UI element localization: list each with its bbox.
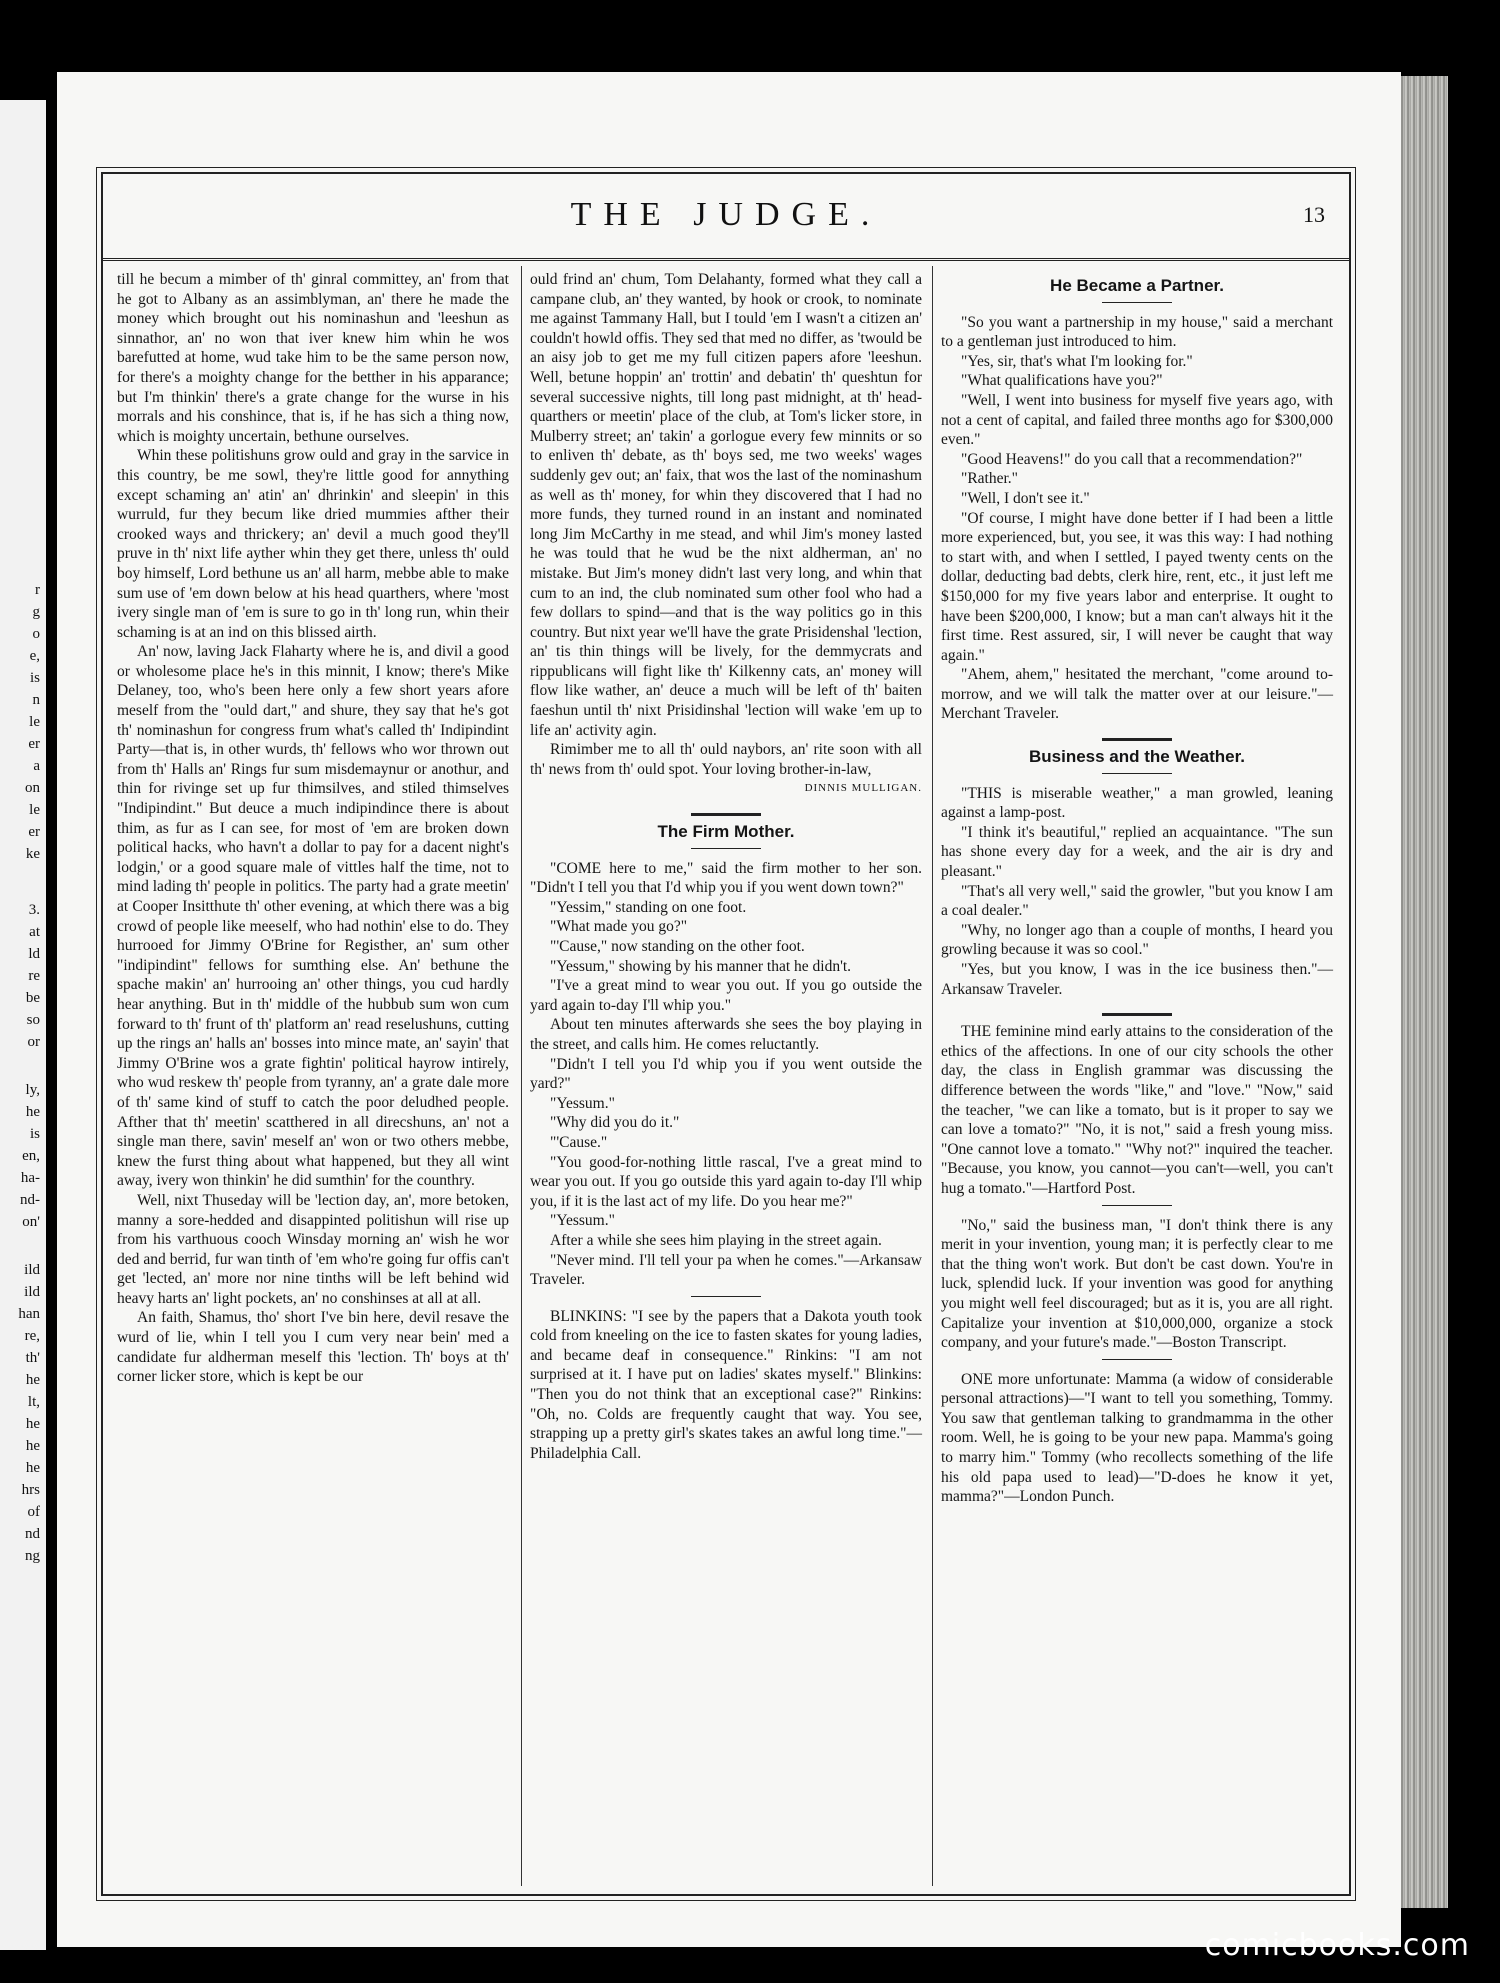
column-divider <box>521 266 522 1886</box>
left-page-fragment: be <box>25 990 40 1006</box>
left-page-fragment: g <box>32 604 40 620</box>
column-1 <box>117 270 509 1387</box>
left-page-fragment: a <box>33 758 40 774</box>
left-page-fragment: lt, <box>27 1394 40 1410</box>
left-page-fragment: n <box>32 692 40 708</box>
article-para: "'Cause," now standing on the other foot. <box>550 938 805 955</box>
page-edge-stack <box>1398 76 1448 1908</box>
left-page-fragment: er <box>28 736 40 752</box>
article-para: "Yessum." <box>550 1094 615 1112</box>
article-para: "So you want a partnership in my house," said a merchant to a gentleman just introduced to him. <box>941 313 1333 351</box>
left-page-fragment: he <box>25 1104 40 1120</box>
column-3 <box>941 270 1333 1507</box>
masthead-rule <box>103 258 1349 261</box>
left-page-fragment: nd- <box>20 1192 40 1208</box>
article-para: "Yes, but you know, I was in the ice business then."—Arkansaw Traveler. <box>941 961 1333 998</box>
left-page-fragment: le <box>29 802 40 818</box>
section-rule <box>691 813 761 816</box>
article-para: "Yessim," standing on one foot. <box>550 898 747 916</box>
left-page-fragment: is <box>29 1126 40 1142</box>
col1-para: till he becum a mimber of th' ginral committey, an' from that he got to Albany as an assimblyman, an' there he made the money which brought out his nominashun and 'leeshun as sinnathor, an' no won that iver knew him whin he wos barefutted at home, wud take him to be the same person now, for there's a moighty change for the betther in his apparance; but I'm thinkin' there's a grate change for the wurse in his morrals and his conshince, that is, if he has sich a thing now, which is moighty uncertain, bethune ourselves. <box>117 271 509 445</box>
column-divider <box>932 266 933 1886</box>
article-para: "Good Heavens!" do you call that a recommendation?" <box>961 450 1303 468</box>
article-para: After a while she sees him playing in the street again. <box>550 1231 882 1249</box>
left-page-fragment: is <box>29 670 40 686</box>
article-para: "I think it's beautiful," replied an acquaintance. "The sun has shone every day for a week, and the air is dry and pleasant." <box>941 823 1333 881</box>
article-para: "Yessum." <box>550 1212 615 1230</box>
left-page-fragment: ld <box>28 946 40 962</box>
left-page-fragment: on <box>25 780 40 796</box>
left-page-fragment: ly, <box>25 1082 40 1098</box>
article-title-weather: Business and the Weather. <box>1028 747 1246 767</box>
left-page-fragment: so <box>26 1012 40 1028</box>
article-para: "Of course, I might have done better if I had been a little more experienced, but, you see, it was this way: I had nothing to start with, and when I settled, I payed twenty cents on the dollar, deducting bad debts, clerk hire, rent, etc., it just left me $150,000 for my five years labor and enterprise. It ought to have been $200,000, I know; but a man can't always hit it the first time. Rest assured, sir, I will never be caught that way again." <box>941 509 1333 664</box>
section-rule <box>1102 1205 1172 1206</box>
col2-para: ould frind an' chum, Tom Delahanty, formed what they call a campane club, an' they wanted, by hook or crook, to nominate me against Tammany Hall, but I tould 'em I wasn't a citizen an' couldn't howld offis. They sed that med no differ, as 'twould be an aisy job to get me my full citizen papers afore 'leeshun. Well, betune hoppin' an' trottin' and debatin' th' queshtun for several successive nights, till long past midnight, at th' head-quarthers or meetin' place of the club, at Tom's licker store, in Mulberry street; an' takin' a gorlogue every few minnits or so to enliven th' debate, as th' boys sed, me two weeks' wages suddenly gev out; an' faix, that wos the last of the nominashum as well as th' money, for whin they discovered that I had no more funds, they turned round in an instant and nominated long Jim McCarthy in me stead, and whil Jim's money lasted he was tould that he wud be the nixt aldherman, an' no mistake. But Jim's money didn't last very long, and whin that cum to an ind, the club nominated sum other fool who had a few dollars to spind—and that is the way politics go in this country. But nixt year we'll have the grate Prisidenshal 'lection, an' tis thin things will be lively, for the demmycrats and rippublicans will fight like th' Kilkenny cats, an' money will flow like wather, an' deuce a much will be left of th' baiten faeshun until th' nixt Prisidinshal 'lection will wake 'em up to life an' activity agin. <box>530 271 922 739</box>
article-para: "Why did you do it." <box>550 1114 680 1132</box>
left-page-fragment: hrs <box>21 1482 40 1498</box>
article-title-firm-mother: The Firm Mother. <box>657 822 795 842</box>
article-title-partner: He Became a Partner. <box>1050 276 1224 295</box>
left-facing-page <box>0 100 46 1950</box>
article-para: "Well, I don't see it." <box>961 489 1090 507</box>
article-para: "Rather." <box>961 470 1018 488</box>
section-rule <box>1102 738 1172 741</box>
article-para: About ten minutes afterwards she sees the boy playing in the street, and calls him. He comes reluctantly. <box>530 1016 922 1053</box>
title-rule <box>691 848 761 849</box>
magazine-page <box>57 72 1401 1947</box>
article-para: "Why, no longer ago than a couple of months, I heard you growling because it was so cool." <box>941 921 1333 959</box>
left-page-text-fragments <box>0 160 46 1920</box>
left-page-fragment: re <box>28 968 40 984</box>
article-para: "What qualifications have you?" <box>961 372 1163 390</box>
article-para: "You good-for-nothing little rascal, I've a great mind to wear you out. If you go outside this yard again to-day I'll whip you, if it is the last act of my life. Do you hear me?" <box>530 1153 922 1210</box>
left-page-fragment: on' <box>22 1214 40 1230</box>
left-page-fragment: of <box>27 1504 40 1520</box>
left-page-fragment: re, <box>24 1328 40 1344</box>
article-para: "Ahem, ahem," hesitated the merchant, "come around to-morrow, and we will talk the matter over at our leisure."—Merchant Traveler. <box>941 666 1333 723</box>
left-page-fragment: er <box>28 824 40 840</box>
masthead-title: THE JUDGE. <box>570 196 882 233</box>
left-page-fragment: he <box>25 1372 40 1388</box>
left-page-fragment: he <box>25 1438 40 1454</box>
title-rule <box>1102 302 1172 303</box>
feminine-para: THE feminine mind early attains to the consideration of the ethics of the affections. In one of our city schools the other day, the class in English grammar was discussing the difference between the words "like," and "love." "Now," said the teacher, "we can like a tomato, but is it proper to say we can love a tomato?" "No, it is not," said a fresh young miss. "One cannot love a tomato." "Why not?" inquired the teacher. "Because, you know, you cannot—you can't—well, you can't hug a tomato."—Hartford Post. <box>941 1023 1333 1197</box>
article-para: "Yessum," showing by his manner that he didn't. <box>550 957 852 975</box>
left-page-fragment: ild <box>24 1262 40 1278</box>
signature: DINNIS MULLIGAN. <box>804 782 922 795</box>
article-para: "What made you go?" <box>550 918 688 936</box>
col2-para: Rimimber me to all th' ould naybors, an' rite soon with all th' news from th' ould spot. Your loving brother-in-law, <box>530 741 922 778</box>
left-page-fragment: he <box>25 1416 40 1432</box>
left-page-fragment: ha- <box>20 1170 40 1186</box>
left-page-fragment: at <box>29 924 40 940</box>
left-page-fragment: ild <box>24 1284 40 1300</box>
article-para: "THIS is miserable weather," a man growled, leaning against a lamp-post. <box>941 784 1333 822</box>
page-frame <box>101 172 1351 1896</box>
blinkins-para: BLINKINS: "I see by the papers that a Dakota youth took cold from kneeling on the ice to fasten skates for young ladies, and became deaf in consequence." Rinkins: "I am not surprised at it. I have put on ladies' skates myself." Blinkins: "Then you do not think that an exceptional case?" Rinkins: "Oh, no. Colds are frequently caught that way. You see, strapping up a pretty girl's skates takes an awful long time."—Philadelphia Call. <box>530 1307 922 1462</box>
watermark-text: comicbooks.com <box>1204 1928 1470 1963</box>
left-page-fragment: he <box>25 1460 40 1476</box>
col1-para: An' now, laving Jack Flaharty where he is, and divil a good or wholesome place he's in this minnit, I know; there's Mike Delaney, too, who's been here only a few short years afore meself from the "ould dart," and shure, they say that he's got th' nominashun for congress frum what's called th' Indipindint Party—that is, in other wurds, th' fellows who wor thrown out from th' Halls an' Rings fur sum misdemaynur or anothur, and thin for rivinge set up fur thimsilves, and stiled thimselves "Indipindint." But deuce a much indipindince there is about thim, as fur as I can see, for most of 'em are broken down political hacks, who havn't a dollar to pay for a dacent night's lodgin,' or a good square male of vittles half the time, not to mind lading th' people in politics. The party had a grate meetin' at Cooper Insitthute th' other evening, at which there was a big crowd of people like meeself, who had nothin' else to do. They hurrooed for Jimmy O'Brine for Registher, an' sum other "indipindint" fellows for sumthing else. An' bethune the spache makin' an' hurrooing an' other things, you cud hardly hear anything. But in th' middle of the hubbub sum won cum forward to th' frunt of th' platform an' read reselushuns, cutting up the rings an' halls an' bosses into mince mate, an' sayin' that Jimmy O'Brine wos a grate fightin' political hayrow intirely, who wud reskew th' people from tyranny, an' a grate dale more of th' same kind of stuff to catch the poor deludhed people. Afther that th' meetin' scatthered in all direcshuns, an' not a single man there, savin' meself an' won or two others mebbe, knew the furst thing about what happened, but they all wint away, ivery won thinkin' he did sumthin' for the counthry. <box>117 643 509 1190</box>
left-page-fragment: r <box>35 582 40 598</box>
left-page-fragment: le <box>29 714 40 730</box>
article-para: "I've a great mind to wear you out. If you go outside the yard again to-day I'll whip you." <box>530 977 922 1014</box>
col1-para: Whin these politishuns grow ould and gray in the sarvice in this country, be me sowl, they're little good for annything except schaming an' atin' an' dhrinkin' and sleepin' in this wurruld, fur they becum like dried mummies afther their crooked ways and thrickery; an' devil a much good they'll pruve in th' nixt life ayther whin they get there, unless th' ould boy himself, Lord bethune us an' all harm, mebbe able to make sum use of 'em down below at his head quarthers, where 'most ivery single man of 'em is sure to go in th' long run, whin their schaming is at an ind on this blissed airth. <box>117 447 509 641</box>
left-page-fragment: ke <box>25 846 40 862</box>
unfortunate-para: ONE more unfortunate: Mamma (a widow of considerable personal attractions)—"I want to tell you something, Tommy. You saw that gentleman talking to grandmamma in the other room. Well, he is going to be your new papa. Mamma's going to marry him." Tommy (who recollects something of the life his old papa used to lead)—"D-does he know it yet, mamma?"—London Punch. <box>941 1370 1333 1506</box>
left-page-fragment: ng <box>25 1548 40 1564</box>
article-para: "That's all very well," said the growler, "but you know I am a coal dealer." <box>941 882 1333 920</box>
left-page-fragment: nd <box>25 1526 40 1542</box>
left-page-fragment: o <box>32 626 40 642</box>
article-para: "Well, I went into business for myself five years ago, with not a cent of capital, and failed three months ago for $300,000 even." <box>941 391 1333 449</box>
left-page-fragment: en, <box>22 1148 40 1164</box>
article-para: "Never mind. I'll tell your pa when he comes."—Arkansaw Traveler. <box>530 1251 922 1289</box>
article-para: "'Cause." <box>550 1133 608 1151</box>
section-rule <box>1102 1013 1172 1016</box>
left-page-fragment: th' <box>25 1350 40 1366</box>
page-number: 13 <box>1303 202 1325 227</box>
section-rule <box>1102 1359 1172 1360</box>
left-page-fragment: 3. <box>28 902 40 918</box>
title-rule <box>1102 773 1172 774</box>
column-2 <box>530 270 922 1463</box>
article-para: "Didn't I tell you I'd whip you if you went outside the yard?" <box>530 1055 922 1093</box>
col1-para: An faith, Shamus, tho' short I've bin here, devil resave the wurd of lie, whin I tell you I cum very near bein' med a candidate fur aldherman meself this 'lection. Th' boys at th' corner licker store, which is kept be our <box>117 1309 509 1386</box>
col1-para: Well, nixt Thuseday will be 'lection day, an', more betoken, manny a sore-hedded and disappinted politishun will rise up from his varthuous cooch Winsday morning an' wish he wor ded and berrid, fur wan tinth of 'em who're going fur offis can't get 'lected, an' more nor nine tinths will be left behind wid heavy harts an' light pockets, an' no conshinses at all at all. <box>117 1191 509 1307</box>
left-page-fragment: e, <box>29 648 40 664</box>
left-page-fragment: or <box>27 1034 40 1050</box>
article-para: "Yes, sir, that's what I'm looking for." <box>961 352 1193 370</box>
article-para: "COME here to me," said the firm mother to her son. "Didn't I tell you that I'd whip you if you went down town?" <box>530 859 922 897</box>
left-page-fragment: han <box>18 1306 40 1322</box>
section-rule <box>691 1296 761 1297</box>
invention-para: "No," said the business man, "I don't think there is any merit in your invention, young man; it is perfectly clear to me that the thing won't work. But don't be cast down. You're in luck, splendid luck. If your invention was good for anything you might well feel discouraged; but as it is, you are all right. Capitalize your invention at $10,000,000, organize a stock company, and your future's made."—Boston Transcript. <box>941 1216 1333 1352</box>
